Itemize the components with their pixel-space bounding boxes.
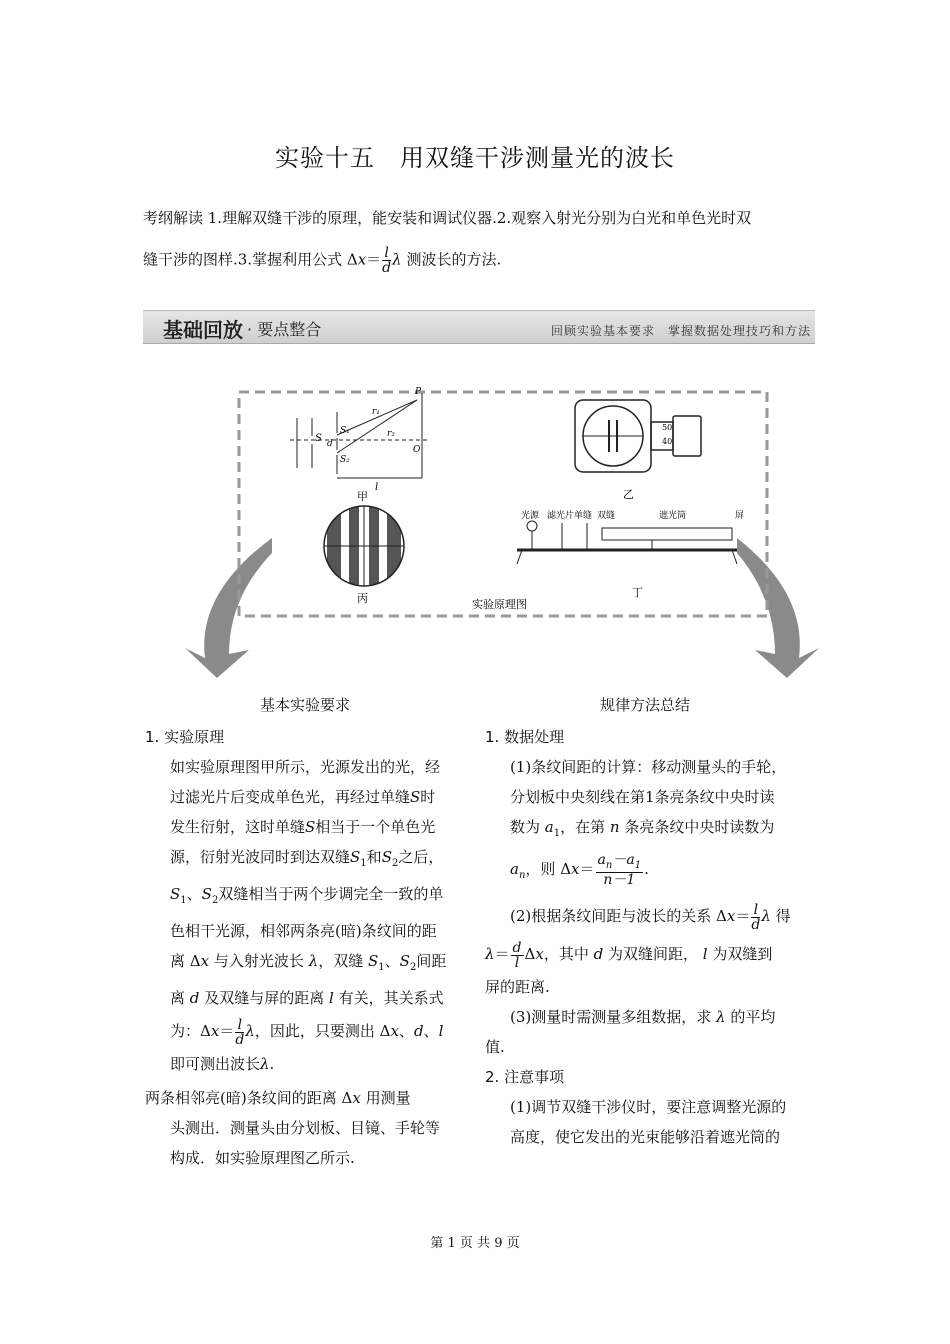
label-bing: 丙 xyxy=(357,592,368,605)
right-sec2-heading: 2. 注意事项 xyxy=(485,1068,565,1086)
right-column-heading: 规律方法总结 xyxy=(599,696,690,714)
label-s2: S₂ xyxy=(340,455,350,465)
figure-ding xyxy=(517,521,737,564)
label-jia: 甲 xyxy=(357,490,368,503)
label-o: O xyxy=(413,445,421,455)
left-sec1-heading: 1. 实验原理 xyxy=(145,728,225,746)
label-screen: 屏 xyxy=(735,511,745,521)
intro-line-2: 缝干涉的图样.3.掌握利用公式 Δx＝ $\frac{l}{d}$ λ 测波长的方法. xyxy=(143,245,502,276)
dashed-frame xyxy=(239,392,767,616)
experiment-diagram xyxy=(177,378,827,683)
tick-40: 40 xyxy=(662,437,673,446)
figure-yi xyxy=(575,400,701,472)
figure-bing xyxy=(322,504,406,588)
banner-subtitle: · 要点整合 xyxy=(247,320,322,339)
label-l: l xyxy=(375,482,379,493)
intro-line-1: 考纲解读 1.理解双缝干涉的原理，能安装和调试仪器.2.观察入射光分别为白光和单色光时双 xyxy=(143,209,752,227)
label-s: S xyxy=(315,433,322,444)
label-single: 单缝 xyxy=(574,511,593,521)
banner-right-text: 回顾实验基本要求 掌握数据处理技巧和方法 xyxy=(550,324,811,338)
right-arrow xyxy=(737,538,819,678)
figure-jia xyxy=(290,393,427,478)
banner-main-title: 基础回放 xyxy=(163,318,243,342)
label-ding: 丁 xyxy=(632,586,643,599)
left-column: 1. 实验原理 如实验原理图甲所示，光源发出的光，经 过滤光片后变成单色光，再经过单缝S时 发生衍射，这时单缝S相当于一个单色光 源，衍射光波同时到达双缝$S_1$和$S_2$之后， $S_1$、$S_2$双缝相当于两个步调完全一致的单 色相干光源，相邻两条亮(暗)条纹间的距 离 Δx 与入射光波长 λ，双缝 $S_1$、$S_2$间距 离 d 及双缝与屏的距离 l 有关，其关系式 为：Δx＝ $\frac{l}{d}$ λ，因此，只要测出 Δx、d、l 即可测出波长λ. 两条相邻亮(暗)条纹间的距离 Δx 用测量 头测出．测量头由分划板、目镜、手轮等 构成．如实验原理图乙所示. xyxy=(145,722,475,1173)
right-sec1-heading: 1. 数据处理 xyxy=(485,728,565,746)
tick-50: 50 xyxy=(662,423,673,432)
label-double: 双缝 xyxy=(597,511,616,521)
label-tube: 遮光筒 xyxy=(659,511,687,521)
label-light: 光源 xyxy=(521,511,540,521)
label-r1: r₁ xyxy=(372,407,380,417)
label-yi: 乙 xyxy=(623,488,634,501)
label-d: d xyxy=(327,439,333,449)
left-arrow xyxy=(185,538,272,678)
fraction-l-over-d: $\frac{l}{d}$ xyxy=(382,245,392,276)
page-footer: 第 1 页 共 9 页 xyxy=(430,1236,520,1251)
diagram-caption: 实验原理图 xyxy=(472,598,527,611)
label-filter: 滤光片 xyxy=(547,511,575,521)
right-column: 1. 数据处理 (1)条纹间距的计算：移动测量头的手轮， 分划板中央刻线在第1条亮条纹中央时读 数为 $a_1$，在第 n 条亮条纹中央时读数为 $a_n$，则 Δx＝ $\frac{a_n-a_1}{n-1}$ . (2)根据条纹间距与波长的关系 Δx＝ $\frac{l}{d}$ λ 得 λ＝ $\frac{d}{l}$ Δx，其中 d 为双缝间距， l 为双缝到 屏的距离. (3)测量时需测量多组数据，求 λ 的平均 值. 2. 注意事项 (1)调节双缝干涉仪时，要注意调整光源的 高度，使它发出的光束能够沿着遮光筒的 xyxy=(485,722,810,1152)
label-s1: S₁ xyxy=(340,426,350,436)
left-principle-text: 如实验原理图甲所示，光源发出的光，经 过滤光片后变成单色光，再经过单缝S时 发生衍射，这时单缝S相当于一个单色光 源，衍射光波同时到达双缝$S_1$和$S_2$之后， $S_1$、$S_2$双缝相当于两个步调完全一致的单 色相干光源，相邻两条亮(暗)条纹间的距 离 Δx 与入射光波长 λ，双缝 $S_1$、$S_2$间距 离 d 及双缝与屏的距离 l 有关，其关系式 为：Δx＝ $\frac{l}{d}$ λ，因此，只要测出 Δx、d、l 即可测出波长λ. xyxy=(170,758,447,1073)
left-column-heading: 基本实验要求 xyxy=(259,696,350,714)
page-title: 实验十五 用双缝干涉测量光的波长 xyxy=(275,144,675,172)
label-r2: r₂ xyxy=(387,429,395,439)
label-p: P xyxy=(415,387,422,397)
section-banner xyxy=(143,290,815,368)
